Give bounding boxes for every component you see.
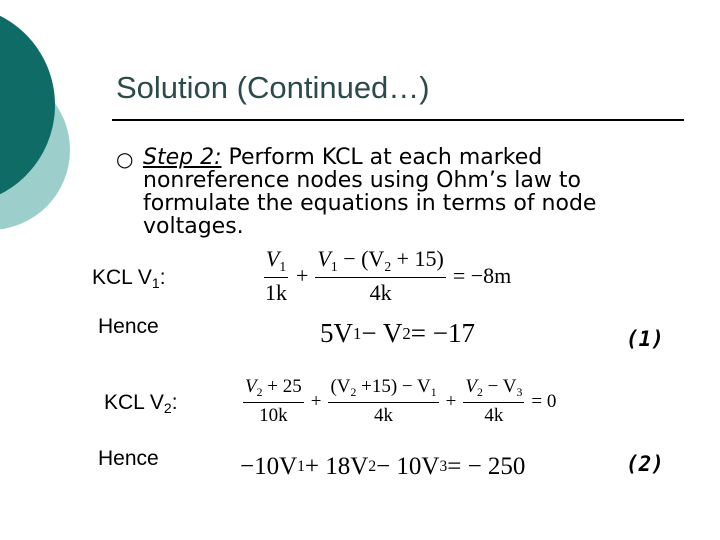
bullet-circle-icon: ○ — [116, 147, 134, 171]
step-heading: Step 2: — [143, 145, 222, 170]
eq2-term2: $\frac{(V_2 +15) - V_1}{4k}$ — [330, 376, 437, 427]
title-underline — [112, 119, 684, 121]
eq1-term1: $\frac{V_1}{1k}$ — [265, 246, 287, 305]
eq1-rhs: = −8m — [452, 262, 512, 288]
decorative-circles — [0, 0, 90, 300]
kcl-v2-equation: $\frac{V_2 + 25}{10k}$ + $\frac{(V_2 +15) - V_1}{4k}$ + $\frac{V_2 - V_3}{4k}$ = 0 — [245, 376, 557, 427]
eq2-term1: $\frac{V_2 + 25}{10k}$ — [245, 376, 302, 427]
eq2-rhs: = 0 — [531, 390, 557, 412]
kcl-v1-equation: $\frac{V_1}{1k}$ + $\frac{V_1 - (V_2 + 15)}{4k}$ = −8m — [265, 246, 512, 305]
eq2-result: −10V 1 + 18V 2 − 10V 3 = − 250 — [240, 453, 526, 480]
slide-title: Solution (Continued…) — [116, 70, 430, 105]
equation-tag-1: (1) — [626, 327, 664, 351]
hence-label-1: Hence — [98, 315, 159, 338]
kcl-v1-label: KCL $V_1$: — [92, 266, 166, 291]
hence-label-2: Hence — [98, 447, 159, 470]
step-body: Perform KCL at each marked nonreference nodes using Ohm’s law to formulate the equations in terms of node voltages. — [143, 145, 597, 239]
equation-tag-2: (2) — [626, 452, 664, 476]
step-paragraph — [143, 146, 683, 238]
kcl-v2-label: KCL $V_2$: — [104, 391, 178, 416]
eq2-term3: $\frac{V_2 - V_3}{4k}$ — [465, 376, 523, 427]
eq1-result: 5V 1 − V 2 = −17 — [320, 318, 475, 348]
eq1-term2: $\frac{V_1 - (V_2 + 15)}{4k}$ — [317, 246, 444, 305]
